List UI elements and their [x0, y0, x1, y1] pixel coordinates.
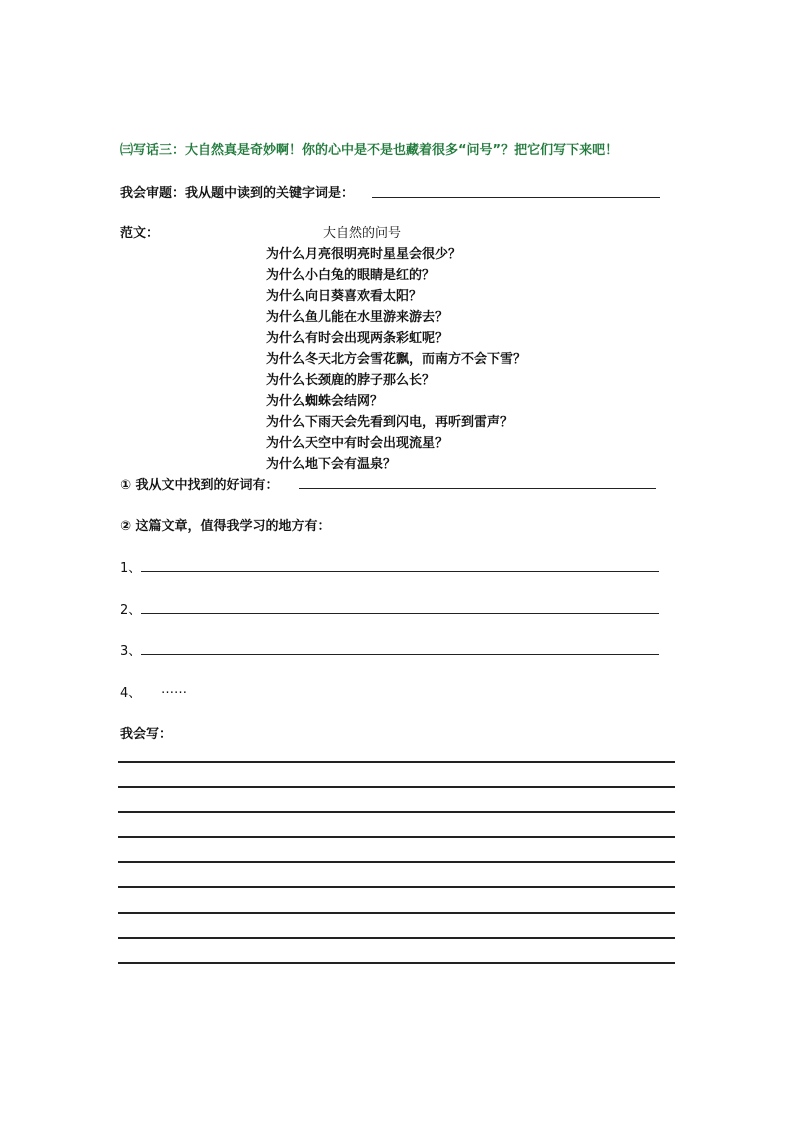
keywords-label: 我会审题：我从题中读到的关键字词是：	[120, 186, 355, 201]
model-label: 范文：	[120, 226, 160, 241]
good-words-label: ① 我从文中找到的好词有：	[120, 478, 279, 493]
item-answer-line[interactable]	[141, 613, 659, 614]
writing-line[interactable]	[118, 761, 675, 763]
writing-line[interactable]	[118, 886, 675, 888]
model-line: 为什么下雨天会先看到闪电，再听到雷声？	[266, 415, 514, 430]
learning-points-label: ② 这篇文章，值得我学习的地方有：	[120, 519, 331, 534]
item-answer-line[interactable]	[141, 571, 659, 572]
writing-line[interactable]	[118, 811, 675, 813]
model-line: 为什么长颈鹿的脖子那么长？	[266, 373, 436, 388]
model-line: 为什么地下会有温泉？	[266, 457, 397, 472]
writing-line[interactable]	[118, 861, 675, 863]
model-line: 为什么天空中有时会出现流星？	[266, 436, 449, 451]
item-number: 2、	[120, 603, 142, 618]
item-number: 3、	[120, 644, 142, 659]
writing-line[interactable]	[118, 962, 675, 964]
writing-line[interactable]	[118, 786, 675, 788]
item-ellipsis: ……	[161, 682, 187, 697]
model-line: 为什么月亮很明亮时星星会很少？	[266, 247, 462, 262]
model-line: 为什么有时会出现两条彩虹呢？	[266, 331, 449, 346]
write-label: 我会写：	[120, 727, 173, 742]
model-line: 为什么蜘蛛会结网？	[266, 394, 384, 409]
model-line: 为什么冬天北方会雪花飘，而南方不会下雪？	[266, 352, 527, 367]
model-heading: 大自然的问号	[323, 226, 402, 241]
item-number: 1、	[120, 561, 142, 576]
model-line: 为什么鱼儿能在水里游来游去？	[266, 310, 449, 325]
writing-line[interactable]	[118, 912, 675, 914]
model-line: 为什么小白兔的眼睛是红的？	[266, 268, 436, 283]
page-title: ㈢写话三：大自然真是奇妙啊！你的心中是不是也藏着很多“问号”？把它们写下来吧！	[120, 143, 619, 158]
model-line: 为什么向日葵喜欢看太阳？	[266, 289, 423, 304]
item-answer-line[interactable]	[141, 654, 659, 655]
writing-line[interactable]	[118, 937, 675, 939]
keywords-answer-line[interactable]	[372, 197, 660, 198]
good-words-answer-line[interactable]	[299, 488, 656, 489]
item-number: 4、	[120, 686, 142, 701]
writing-line[interactable]	[118, 836, 675, 838]
